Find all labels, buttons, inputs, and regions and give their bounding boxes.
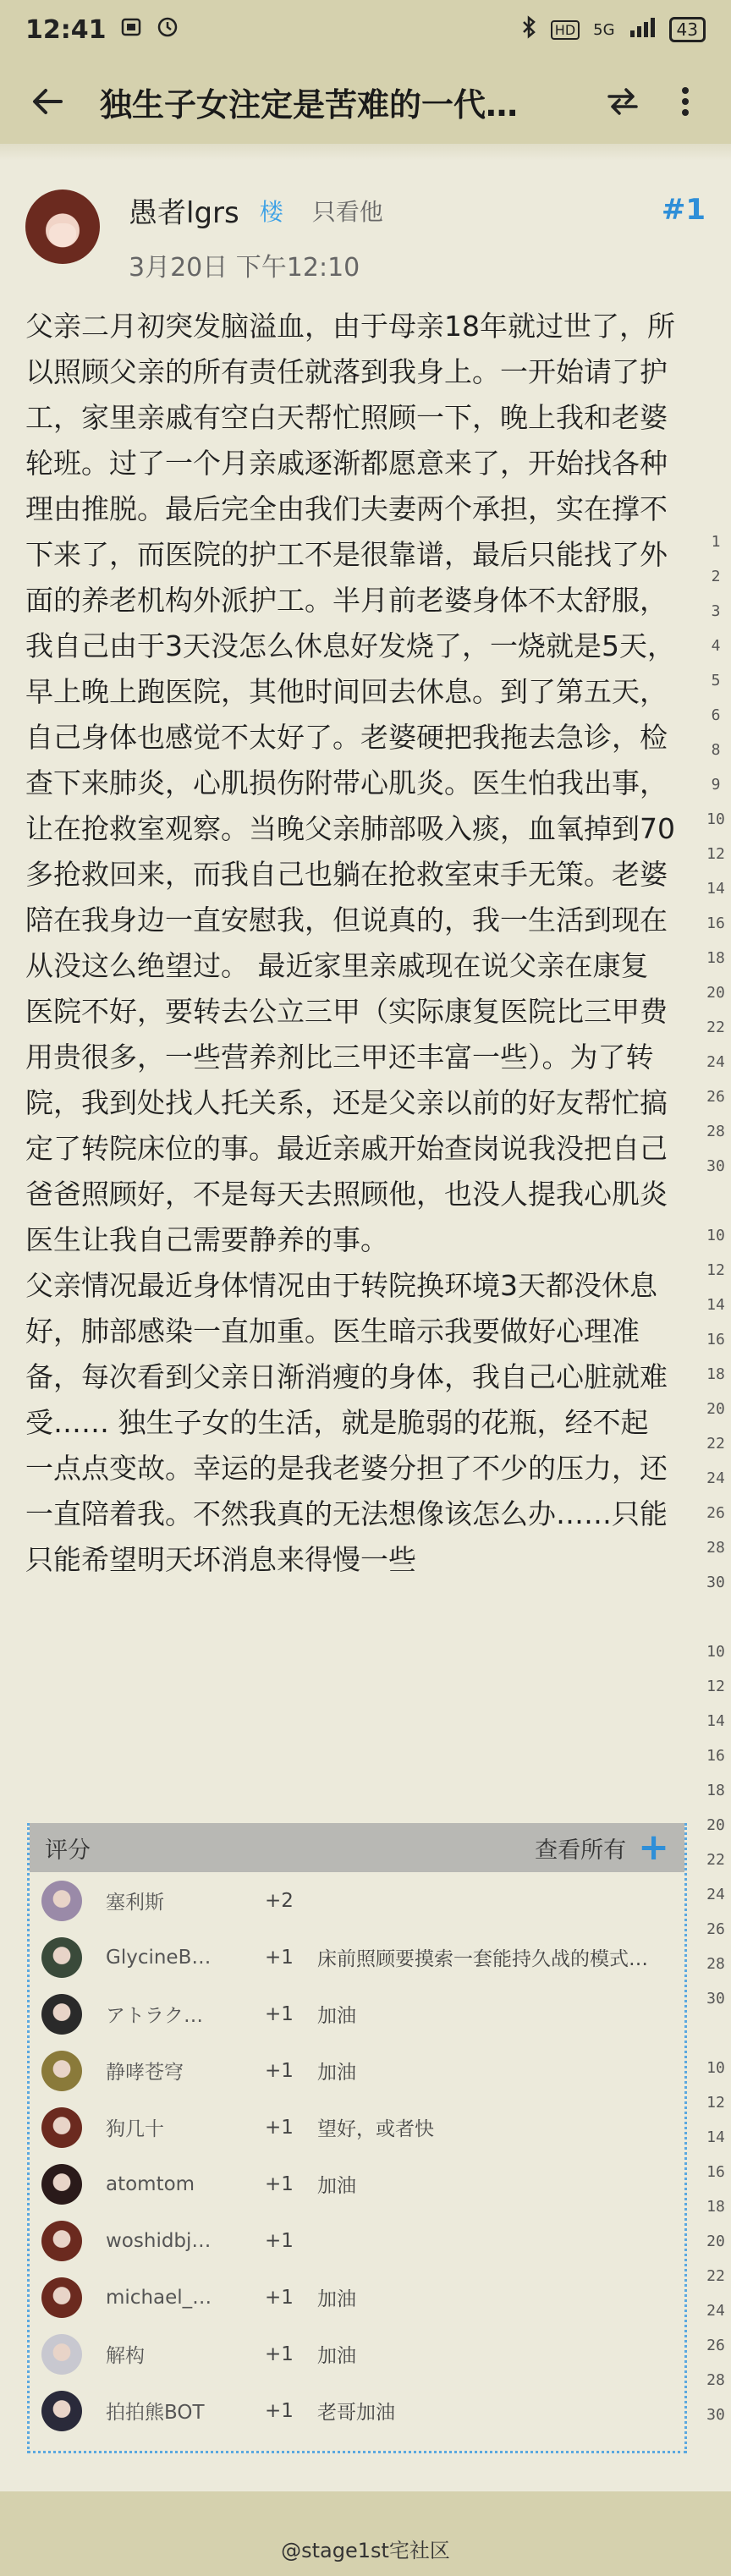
rating-score: +2 [265,1889,294,1912]
rating-reason: 加油 [317,2175,356,2197]
post-body [25,304,706,1583]
rating-row [30,2099,684,2156]
swap-icon[interactable] [597,76,648,127]
rating-row [30,2156,684,2212]
rater-name[interactable]: 静哮苍穹 [106,2062,184,2084]
rating-score: +1 [265,2172,294,2195]
line-number: 28 [706,1955,725,1973]
notification-icon [120,15,142,45]
ratings-panel [27,1823,687,2453]
rating-row [30,1986,684,2042]
line-number: 22 [706,2267,725,2285]
post-header [25,189,706,283]
rater-name[interactable]: 塞利斯 [106,1892,164,1914]
rating-reason: 望好，或者快 [317,2118,434,2140]
line-number: 26 [706,2337,725,2354]
line-number: 3 [711,602,721,620]
line-number: 16 [706,915,725,932]
line-number: 18 [706,1782,725,1799]
ratings-header [30,1823,684,1872]
line-number: 30 [706,1990,725,2008]
rater-avatar[interactable] [41,2277,82,2318]
line-number [701,1600,731,1634]
line-number: 14 [706,880,725,898]
rating-row [30,2042,684,2099]
rating-score: +1 [265,1946,294,1969]
signal-icon [629,17,656,42]
line-number: 4 [711,637,721,655]
rater-name[interactable]: 拍拍熊BOT [106,2402,205,2424]
rating-row [30,2212,684,2269]
rating-row [30,2269,684,2326]
line-number: 8 [711,741,721,759]
rater-avatar[interactable] [41,1881,82,1921]
rating-row [30,2382,684,2439]
post-paragraph: 父亲情况最近身体情况由于转院换环境3天都没休息好，肺部感染一直加重。医生暗示我要做好心理准备，每次看到父亲日渐消瘦的身体，我自己心脏就难受…… 独生子女的生活，就是脆弱的花瓶，经不起一点点变故。幸运的是我老婆分担了不少的压力，还一直陪着我。不然我真的无法想像该怎么办……只能只能希望明天坏消息来得慢一些 [25,1269,668,1576]
line-number: 12 [706,1678,725,1695]
line-number: 28 [706,1123,725,1140]
rating-reason: 床前照顾要摸索一套能持久战的模式… [317,1948,648,1970]
app-bar [0,59,731,144]
plus-icon[interactable]: + [638,1826,669,1869]
line-number: 20 [706,1816,725,1834]
back-arrow-icon[interactable] [20,74,74,129]
line-number: 10 [706,1643,725,1661]
line-number: 18 [706,1365,725,1383]
rater-name[interactable]: woshidbj… [106,2229,212,2252]
line-number: 18 [706,949,725,967]
rating-reason: 加油 [317,2005,356,2027]
line-number [701,2016,731,2051]
post-number[interactable]: #1 [661,193,706,227]
rating-row [30,2326,684,2382]
line-number: 14 [706,1712,725,1730]
rater-avatar[interactable] [41,2164,82,2205]
rater-name[interactable]: 狗几十 [106,2118,164,2140]
hd-icon: HD [551,20,580,40]
line-number: 16 [706,1331,725,1348]
line-number: 5 [711,672,721,689]
line-number: 30 [706,1157,725,1175]
rater-name[interactable]: atomtom [106,2172,195,2195]
line-number: 30 [706,2406,725,2424]
alarm-icon [156,14,179,45]
rating-row [30,1929,684,1986]
view-all-ratings-button[interactable] [535,1826,669,1869]
line-number: 16 [706,2163,725,2181]
post-time: 3月20日 下午12:10 [129,253,360,283]
only-view-him-button[interactable]: 只看他 [311,197,383,226]
line-number: 20 [706,984,725,1002]
rater-name[interactable]: 解构 [106,2345,145,2367]
rater-avatar[interactable] [41,1994,82,2035]
line-number: 24 [706,2302,725,2320]
line-number: 20 [706,1400,725,1418]
rating-score: +1 [265,2059,294,2082]
rating-row [30,1872,684,1929]
line-number: 24 [706,1886,725,1903]
rater-avatar[interactable] [41,2051,82,2091]
line-number: 10 [706,2059,725,2077]
line-number: 12 [706,1261,725,1279]
ratings-label: 评分 [45,1837,91,1864]
line-number: 14 [706,1296,725,1314]
rating-score: +1 [265,2229,294,2252]
line-number: 30 [706,1574,725,1591]
rater-avatar[interactable] [41,1937,82,1978]
rating-score: +1 [265,2002,294,2025]
line-number: 6 [711,706,721,724]
battery-indicator: 43 [669,17,706,42]
line-number: 16 [706,1747,725,1765]
post-paragraph: 父亲二月初突发脑溢血，由于母亲18年就过世了，所以照顾父亲的所有责任就落到我身上。一开始请了护工，家里亲戚有空白天帮忙照顾一下，晚上我和老婆轮班。过了一个月亲戚逐渐都愿意来了，开始找各种理由推脱。最后完全由我们夫妻两个承担，实在撑不下来了，而医院的护工不是很靠谱，最后只能找了外面的养老机构外派护工。半月前老婆身体不太舒服，我自己由于3天没怎么休息好发烧了，一烧就是5天，早上晚上跑医院，其他时间回去休息。到了第五天，自己身体也感觉不太好了。老婆硬把我拖去急诊，检查下来肺炎，心肌损伤附带心肌炎。医生怕我出事，让在抢救室观察。当晚父亲肺部吸入痰，血氧掉到70多抢救回来，而我自己也躺在抢救室束手无策。老婆陪在我身边一直安慰我，但说真的，我一生活到现在从没这么绝望过。 最近家里亲戚现在说父亲在康复医院不好，要转去公立三甲（实际康复医院比三甲费用贵很多，一些营养剂比三甲还丰富一些）。为了转院，我到处找人托关系，还是父亲以前的好友帮忙搞定了转院床位的事。最近亲戚开始查岗说我没把自己爸爸照顾好，不是每天去照顾他，也没人提我心肌炎医生让我自己需要静养的事。 [25,310,675,1256]
rater-avatar[interactable] [41,2391,82,2431]
line-number: 26 [706,1920,725,1938]
rater-avatar[interactable] [41,2334,82,2375]
status-bar [0,0,731,59]
line-number: 26 [706,1504,725,1522]
line-number: 18 [706,2198,725,2216]
line-number: 22 [706,1851,725,1869]
rating-reason: 加油 [317,2345,356,2367]
line-number: 10 [706,1227,725,1244]
line-number: 14 [706,2128,725,2146]
rating-reason: 加油 [317,2062,356,2084]
watermark: @stage1st宅社区 [281,2539,450,2562]
author-block [129,189,662,283]
rating-score: +1 [265,2399,294,2422]
line-number: 20 [706,2233,725,2250]
line-number: 22 [706,1019,725,1036]
author-name[interactable]: 愚者lgrs [129,196,239,230]
line-number: 24 [706,1053,725,1071]
status-time: 12:41 [25,14,107,45]
thread-title: 独生子女注定是苦难的一代… [100,85,519,124]
line-number: 28 [706,2371,725,2389]
line-number: 28 [706,1539,725,1557]
rater-name[interactable]: GlycineB… [106,1946,212,1969]
line-number: 24 [706,1469,725,1487]
rater-name[interactable]: アトラク… [106,2005,203,2027]
line-number: 2 [711,568,721,585]
rating-score: +1 [265,2343,294,2365]
view-all-label: 查看所有 [535,1837,627,1864]
floor-owner-tag: 楼 [259,197,283,226]
line-number: 12 [706,845,725,863]
rating-score: +1 [265,2286,294,2309]
line-number: 12 [706,2094,725,2112]
network-label: 5G [593,20,615,39]
line-number: 1 [711,533,721,551]
rating-score: +1 [265,2116,294,2139]
author-avatar[interactable] [25,189,100,264]
rating-reason: 加油 [317,2288,356,2310]
bluetooth-icon [520,15,537,44]
rater-name[interactable]: michael_… [106,2286,212,2309]
more-vertical-icon[interactable] [660,76,711,127]
app-bar-shadow [0,144,731,161]
line-number: 10 [706,810,725,828]
rating-reason: 老哥加油 [317,2402,395,2424]
line-number: 22 [706,1435,725,1453]
rater-avatar[interactable] [41,2107,82,2148]
line-number: 26 [706,1088,725,1106]
post [0,161,731,1583]
rater-avatar[interactable] [41,2221,82,2261]
line-number: 9 [711,776,721,794]
ratings-list [30,1872,684,2439]
